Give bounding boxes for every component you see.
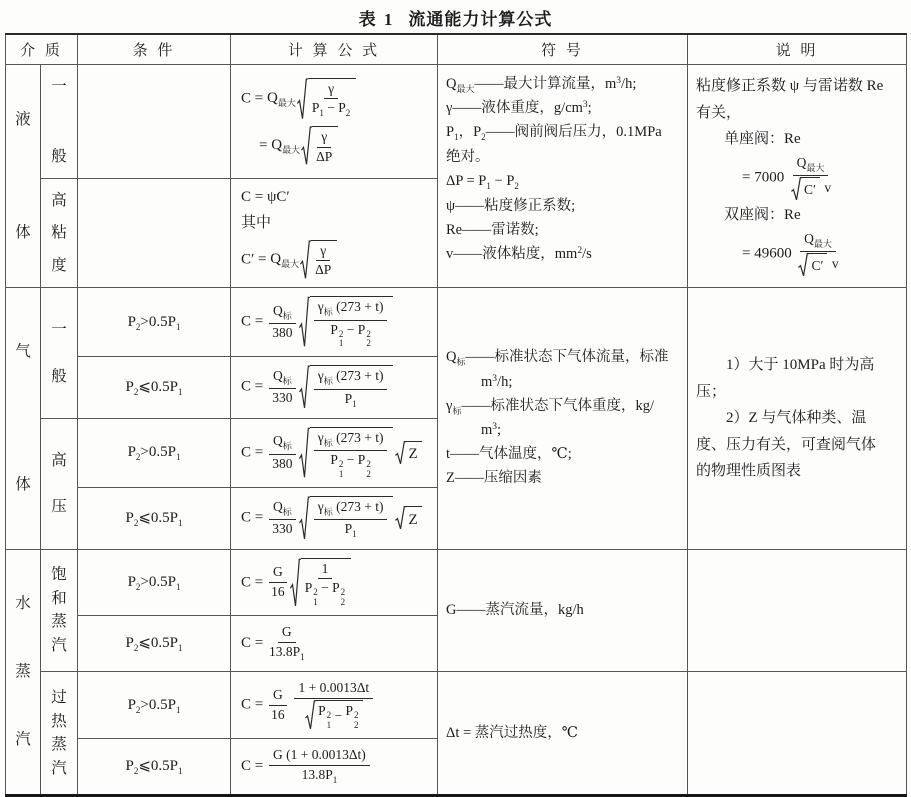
symbols-cell-liquid: $Q_{最大}——$最大计算流量，$m^3/h$; γ——液体重度，$g/cm^3$; $P_1$，$P_2——$阀前阀后压力，0.1MPa 绝对。 $\Delta P = P_1 - P_2$ ψ——粘度修正系数; Re——雷诺数; v——液体粘度，$mm^2/s$: [438, 65, 688, 288]
notes-cell-liquid: 粘度修正系数 ψ 与雷诺数 Re 有关， 单座阀：Re = 7000 $Q_{最大}$ C′ v 双座阀：Re = 49600 $Q_{最大}$ C′ v: [688, 65, 907, 288]
condition-cell-gas-3: $P_2>0.5P_1$: [78, 418, 231, 487]
col-header-formula: 计 算 公 式: [231, 34, 438, 65]
row-steam-superheated-1: [6, 672, 907, 739]
formula-cell-gas-1: C = $\frac{Q_标}{380}$ $\gamma_标$ (273 + t) P 2 1 − P 2 2: [231, 288, 438, 357]
formula-table: [5, 33, 907, 797]
formula-cell-gas-3: C = $\frac{Q_标}{380}$ $\gamma_标$ (273 + t) P 2 1 − P 2 2 Z: [231, 418, 438, 487]
notes-cell-steam-saturated: [688, 549, 907, 672]
sub-label-liquid-general-text: 一 般: [51, 77, 67, 165]
col-header-symbols: 符 号: [438, 34, 688, 65]
sub-label-steam-superheated: [41, 672, 78, 796]
sub-label-liquid-general: [41, 65, 78, 179]
sub-label-liquid-viscous-text: 高 粘 度: [51, 192, 67, 274]
formula-cell-liquid-viscous: C = ψC′ 其中 $C' = Q_{最大}$ $\frac{\gamma}{\Delta P}$: [231, 179, 438, 288]
sub-label-gas-general: [41, 288, 78, 419]
condition-cell-gas-4: $P_2⩽0.5P_1$: [78, 488, 231, 550]
table-caption: 流通能力计算公式: [408, 9, 553, 29]
sub-label-liquid-viscous: [41, 179, 78, 288]
table-title: [5, 4, 906, 30]
condition-cell-liquid-general: [78, 65, 231, 179]
formula-cell-steam-4: C = $\frac{G (1 + 0.0013\Delta t)}{13.8P_1}$: [231, 739, 438, 796]
col-header-medium: 介 质: [6, 34, 78, 65]
row-liquid-general: [6, 65, 907, 179]
medium-label-gas: [6, 288, 41, 549]
formula-cell-gas-4: C = $\frac{Q_标}{330}$ $\frac{\gamma_标 (273 + t)}{P_1}$ Z: [231, 488, 438, 550]
row-steam-saturated-1: [6, 549, 907, 616]
condition-cell-liquid-viscous: [78, 179, 231, 288]
formula-cell-steam-1: C = $\frac{G}{16}$ 1 P 2 1 − P 2 2: [231, 549, 438, 616]
medium-label-liquid: [6, 65, 41, 288]
condition-cell-gas-1: $P_2>0.5P_1$: [78, 288, 231, 357]
medium-label-steam-text: 水 蒸 汽: [15, 594, 31, 749]
row-gas-general-1: [6, 288, 907, 357]
symbols-cell-steam-saturated: G——蒸汽流量，kg/h: [438, 549, 688, 672]
formula-cell-steam-2: C = $\frac{G}{13.8P_1}$: [231, 616, 438, 672]
sub-label-gas-high: [41, 418, 78, 549]
header-row: [6, 34, 907, 65]
condition-cell-gas-2: $P_2⩽0.5P_1$: [78, 357, 231, 419]
formula-cell-liquid-general: $C = Q_{最大}$ $\frac{\gamma}{P_1 - P_2}$ = $Q_{最大}$ $\frac{\gamma}{\Delta P}$: [231, 65, 438, 179]
sub-label-steam-saturated-text: 饱 和 蒸 汽: [51, 566, 67, 654]
condition-cell-steam-1: $P_2>0.5P_1$: [78, 549, 231, 616]
medium-label-liquid-text: 液 体: [15, 111, 31, 241]
sub-label-steam-saturated: [41, 549, 78, 672]
formula-cell-steam-3: C = $\frac{G}{16}$ 1 + 0.0013Δt P 2 1 − P 2 2: [231, 672, 438, 739]
col-header-condition: 条 件: [78, 34, 231, 65]
formula-cell-gas-2: C = $\frac{Q_标}{330}$ $\frac{\gamma_标 (273 + t)}{P_1}$: [231, 357, 438, 419]
symbols-cell-gas: $Q_标——$标准状态下气体流量，标准 $m^3/h$; $\gamma_标——$标准状态下气体重度，kg/ $m^3$; t——气体温度，℃; Z——压缩因素: [438, 288, 688, 549]
table-number: 表 1: [358, 9, 395, 29]
condition-cell-steam-2: $P_2⩽0.5P_1$: [78, 616, 231, 672]
condition-cell-steam-3: $P_2>0.5P_1$: [78, 672, 231, 739]
symbols-cell-steam-superheated: Δt = 蒸汽过热度，℃: [438, 672, 688, 796]
sub-label-gas-general-text: 一 般: [51, 321, 67, 385]
notes-cell-steam-superheated: [688, 672, 907, 796]
document-page: [0, 4, 911, 785]
medium-label-gas-text: 气 体: [15, 343, 31, 493]
sub-label-steam-superheated-text: 过 热 蒸 汽: [51, 689, 67, 777]
col-header-notes: 说 明: [688, 34, 907, 65]
notes-cell-gas: 1）大于 10MPa 时为高 压； 2）Z 与气体种类、温 度、压力有关，可查阅气体 的物理性质图表: [688, 288, 907, 549]
sub-label-gas-high-text: 高 压: [51, 451, 67, 516]
condition-cell-steam-4: $P_2⩽0.5P_1$: [78, 739, 231, 796]
medium-label-steam: [6, 549, 41, 796]
